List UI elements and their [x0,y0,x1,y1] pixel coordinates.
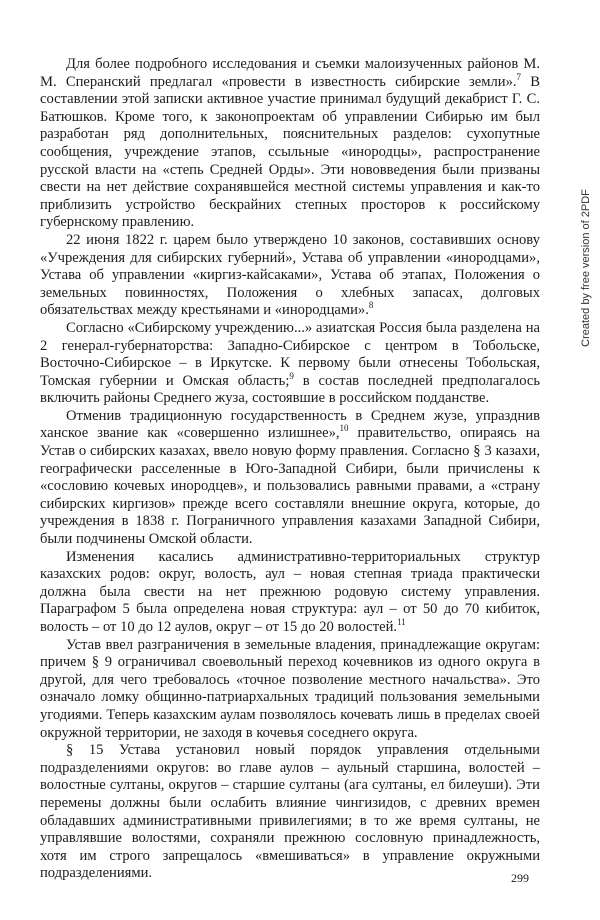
page-text [40,56,540,883]
paragraph-6 [40,637,540,743]
text-run: правительство, опираясь на Устав о сибирских казахах, ввело новую форму правления. Согласно § 3 казахи, географически расселенные в Юго-Западной Сибири, были причислены к «сословию кочевых инородцев», и пользовались равными правами, а «страну сибирских киргизов» прежде всего составляли внешние округа, которые, до учреждения в 1838 г. Пограничного управления казахами Западной Сибири, были подчинены Омской области. [40,425,540,548]
watermark: Created by free version of 2PDF [580,189,592,347]
text-run: Отменив традиционную государственность в Среднем жузе, упразднив ханское звание как «совершенно излишнее», [40,407,540,442]
footnote-ref: 10 [339,423,349,434]
paragraph-4 [40,408,540,549]
text-run: В составлении этой записки активное участие принимал будущий декабрист Г. С. Батюшков. Кроме того, к законопроектам об управлении Сибирью им был разработан ряд дополнительных, пояснительных разделов: сухопутные сообщения, учреждение этапов, ссыльные «инородцы», распространение русской власти на «степь Средней Орды». Эти нововведения были призваны свести на нет действие сохранявшейся местной системы управления и как-то приблизить устройство бескрайних степных просторов к российскому губернскому правлению. [40,73,540,231]
text-run: в состав последней предполагалось включить районы Среднего жуза, состоявшие в российском подданстве. [40,372,540,407]
paragraph-3 [40,320,540,408]
text-run: Согласно «Сибирскому учреждению...» азиатская Россия была разделена на 2 генерал-губернаторства: Западно-Сибирское с центром в Тобольске, Восточно-Сибирское – в Иркутске. К первому были отнесены Тобольская, Томская губернии и Омская область; [40,319,540,389]
footnote-ref: 8 [368,300,374,311]
footnote-ref: 9 [289,370,294,381]
page-number: 299 [511,871,529,885]
text-run: Для более подробного исследования и съемки малоизученных районов М. М. Сперанский предлагал «провести в известность сибирские земли». [40,56,540,90]
paragraph-5 [40,549,540,637]
footnote-ref: 7 [516,71,522,82]
text-run: Устав ввел разграничения в земельные владения, принадлежащие округам: причем § 9 ограничивал своевольный переход кочевников из одного округа в другой, для чего требовалось «точное позволение местного начальства». Это означало ломку общинно-патриархальных традиций пользования земельными угодиями. Теперь казахским аулам позволялось кочевать лишь в пределах своей окружной территории, не заходя в кочевья соседнего округа. [40,636,540,741]
text-run: 22 июня 1822 г. царем было утверждено 10 законов, составивших основу «Учреждения для сибирских губерний», Устава об управлении «инородцами», Устава об управлении «киргиз-кайсаками», Устава об этапах, Положения о земельных повинностях, Положения о хлебных запасах, долговых обязательствах между крестьянами и «инородцами». [40,231,540,319]
paragraph-7 [40,742,540,883]
text-run: Изменения касались административно-территориальных структур казахских родов: округ, волость, аул – новая степная триада практически должна была свести на нет прежнюю родовую систему управления. Параграфом 5 была определена новая структура: аул – от 50 до 70 кибиток, волость – от 10 до 12 аулов, округ – от 15 до 20 волостей. [40,548,540,635]
paragraph-1 [40,56,540,232]
footnote-ref: 11 [397,617,406,628]
text-run: § 15 Устава установил новый порядок управления отдельными подразделениями округов: во главе аулов – аульный старшина, волостей – волостные султаны, округов – старшие султаны (ага султаны, ел билеуши). Эти перемены должны были ослабить влияние чингизидов, с древних времен обладавших административными привилегиями; в то же время султаны, не управлявшие волостями, сохраняли прежнюю сословную принадлежность, хотя им строго запрещалось «вмешиваться» в управление окружными подразделениями. [40,742,540,882]
paragraph-2 [40,232,540,320]
